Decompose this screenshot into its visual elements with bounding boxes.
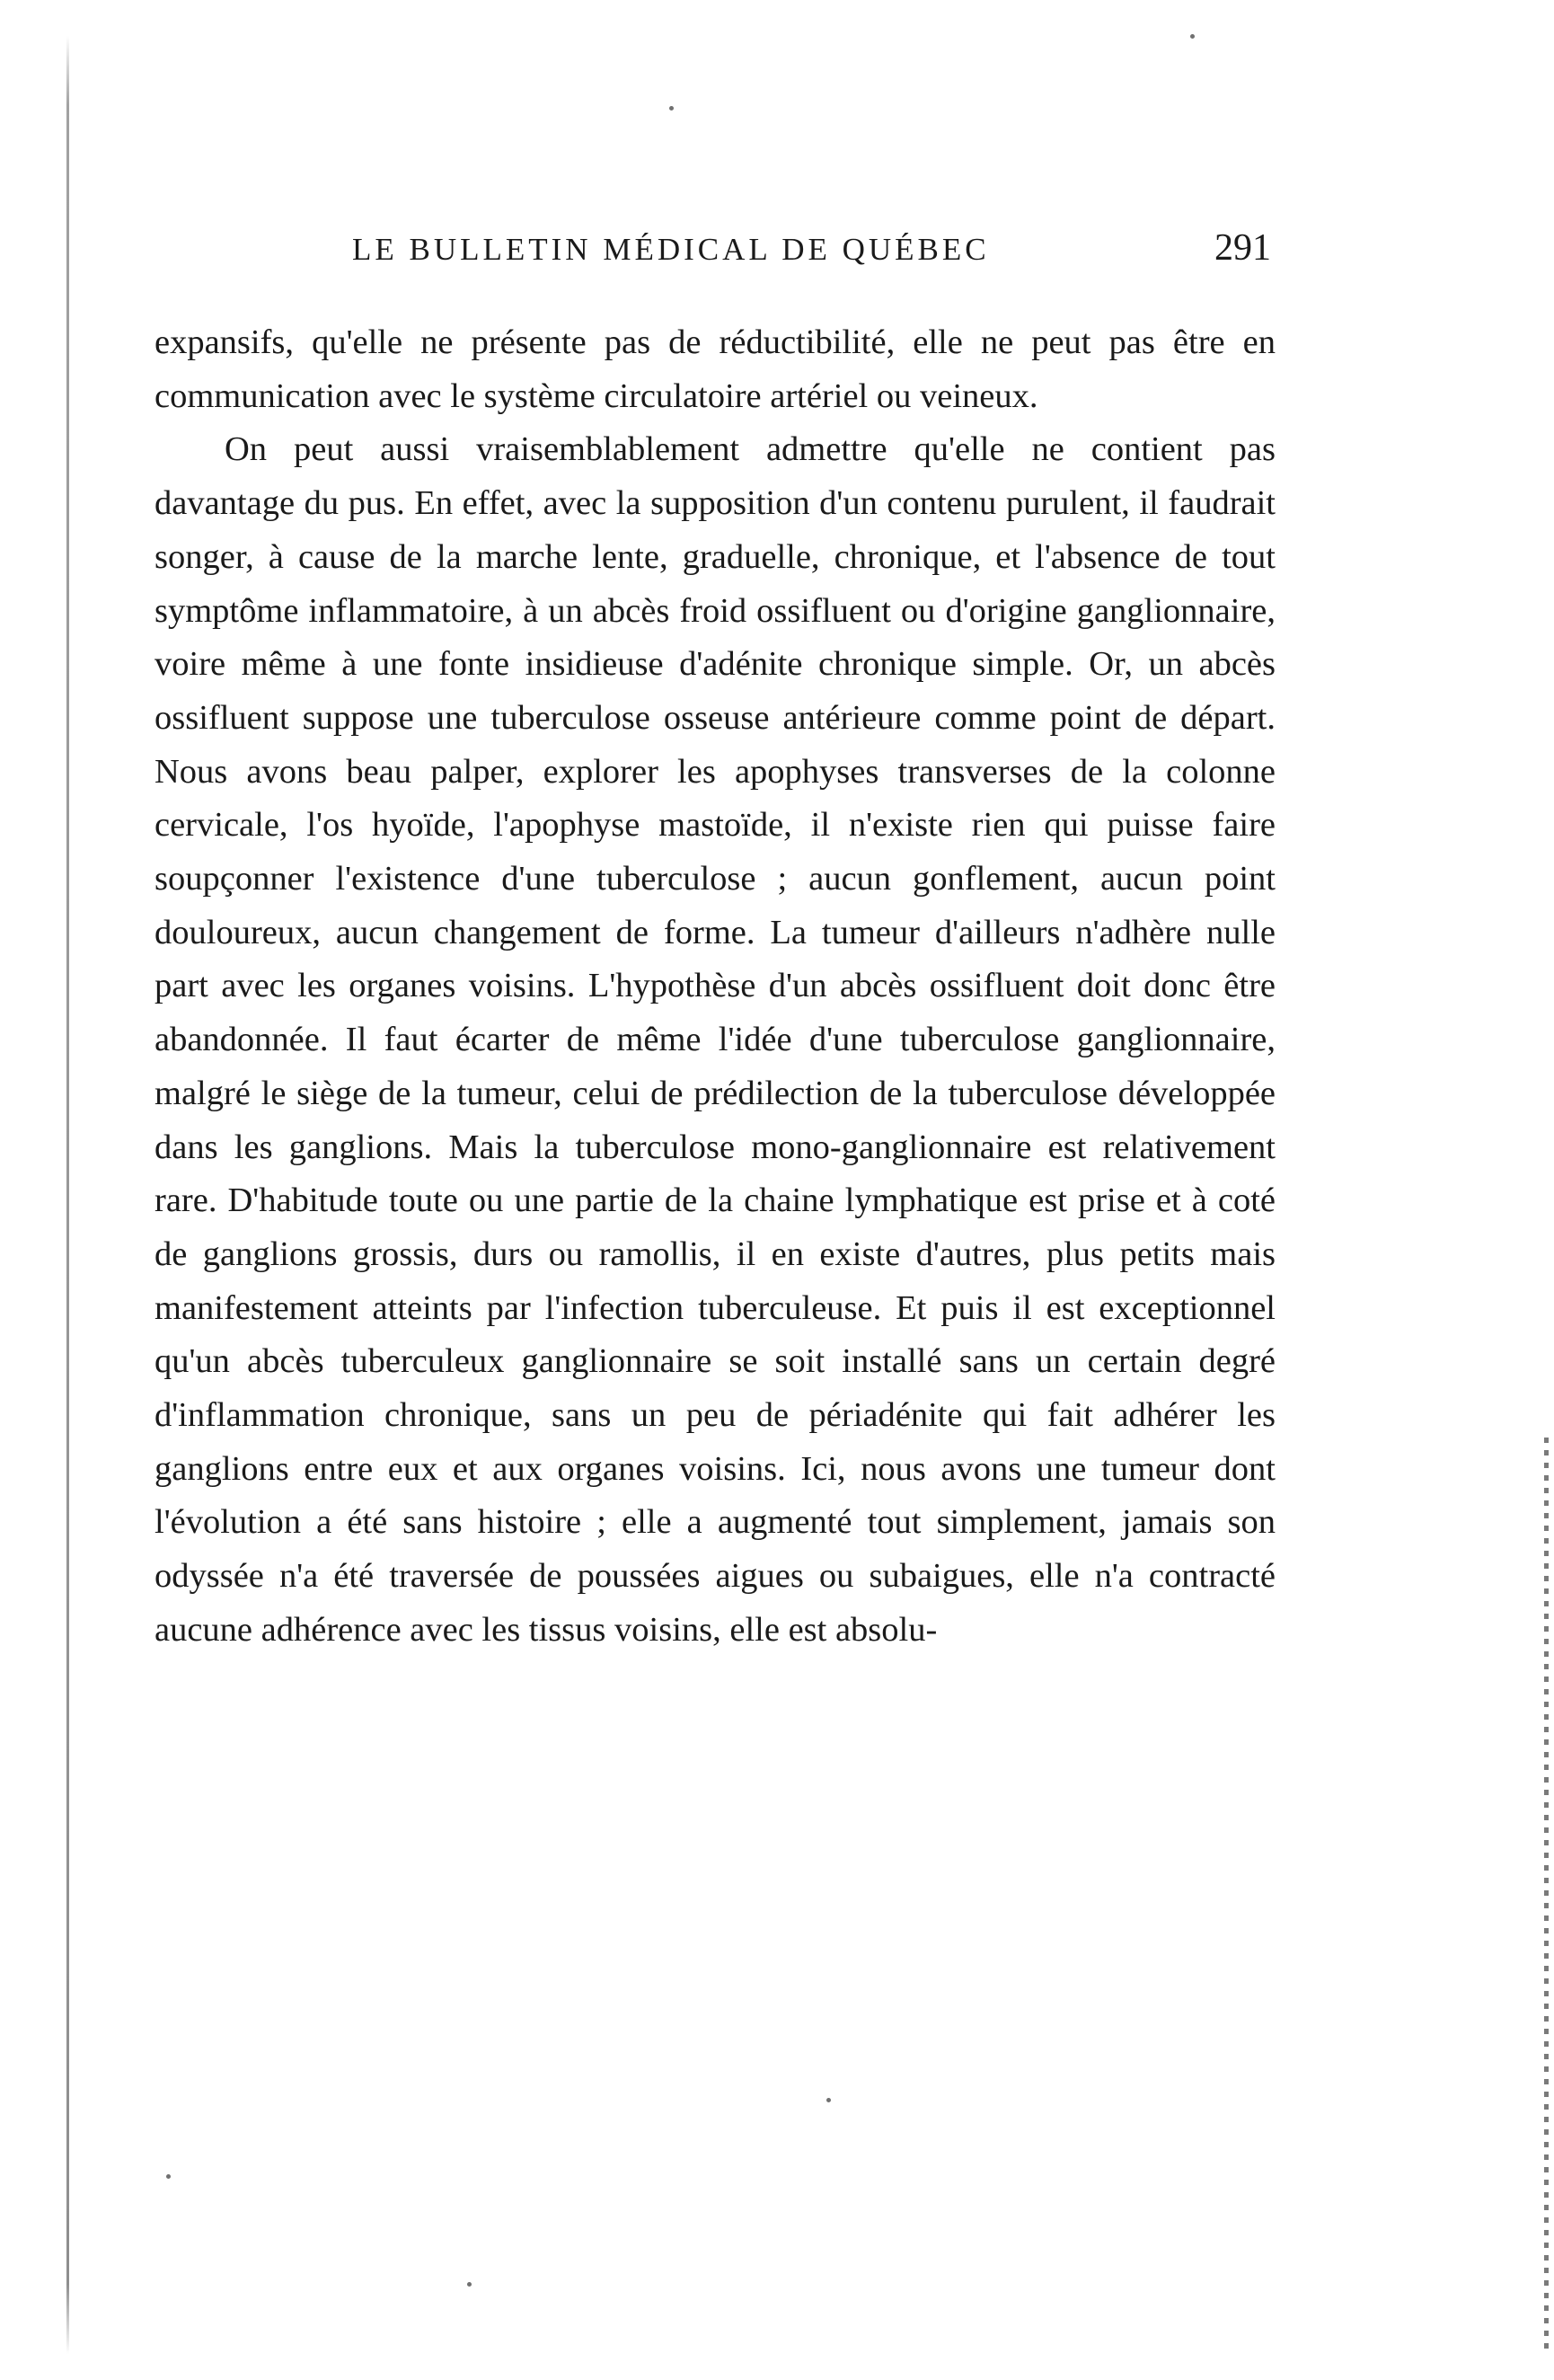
- scan-speck: [826, 2098, 831, 2102]
- page-binding-edge: [66, 36, 69, 2354]
- scan-speck: [467, 2282, 472, 2287]
- page-edge-shadow: [1544, 1438, 1549, 2354]
- running-header: [153, 226, 1271, 280]
- scan-speck: [1190, 34, 1195, 39]
- scan-speck: [166, 2174, 171, 2179]
- journal-title: LE BULLETIN MÉDICAL DE QUÉBEC: [352, 232, 990, 267]
- scan-speck: [669, 106, 674, 111]
- page-number: 291: [1214, 227, 1271, 269]
- paragraph-continuation: expansifs, qu'elle ne présente pas de réductibilité, elle ne peut pas être en communication avec le système circulatoire artériel ou veineux.: [155, 323, 1276, 415]
- body-text: [155, 316, 1276, 1658]
- paragraph-main: On peut aussi vraisemblablement admettre qu'elle ne contient pas davantage du pus. En effet, avec la supposition d'un contenu purulent, il faudrait songer, à cause de la marche lente, graduelle, chronique, et l'absence de tout symptôme inflammatoire, à un abcès froid ossifluent ou d'origine ganglionnaire, voire même à une fonte insidieuse d'adénite chronique simple. Or, un abcès ossifluent suppose une tuberculose osseuse antérieure comme point de départ. Nous avons beau palper, explorer les apophyses transverses de la colonne cervicale, l'os hyoïde, l'apophyse mastoïde, il n'existe rien qui puisse faire soupçonner l'existence d'une tuberculose ; aucun gonflement, aucun point douloureux, aucun changement de forme. La tumeur d'ailleurs n'adhère nulle part avec les organes voisins. L'hypothèse d'un abcès ossifluent doit donc être abandonnée. Il faut écarter de même l'idée d'une tuberculose ganglionnaire, malgré le siège de la tumeur, celui de prédilection de la tuberculose développée dans les ganglions. Mais la tuberculose mono-ganglionnaire est relativement rare. D'habitude toute ou une partie de la chaine lymphatique est prise et à coté de ganglions grossis, durs ou ramollis, il en existe d'autres, plus petits mais manifestement atteints par l'infection tuberculeuse. Et puis il est exceptionnel qu'un abcès tuberculeux ganglionnaire se soit installé sans un certain degré d'inflammation chronique, sans un peu de périadénite qui fait adhérer les ganglions entre eux et aux organes voisins. Ici, nous avons une tumeur dont l'évolution a été sans histoire ; elle a augmenté tout simplement, jamais son odyssée n'a été traversée de poussées aigues ou subaigues, elle n'a contracté aucune adhérence avec les tissus voisins, elle est absolu-: [155, 430, 1276, 1649]
